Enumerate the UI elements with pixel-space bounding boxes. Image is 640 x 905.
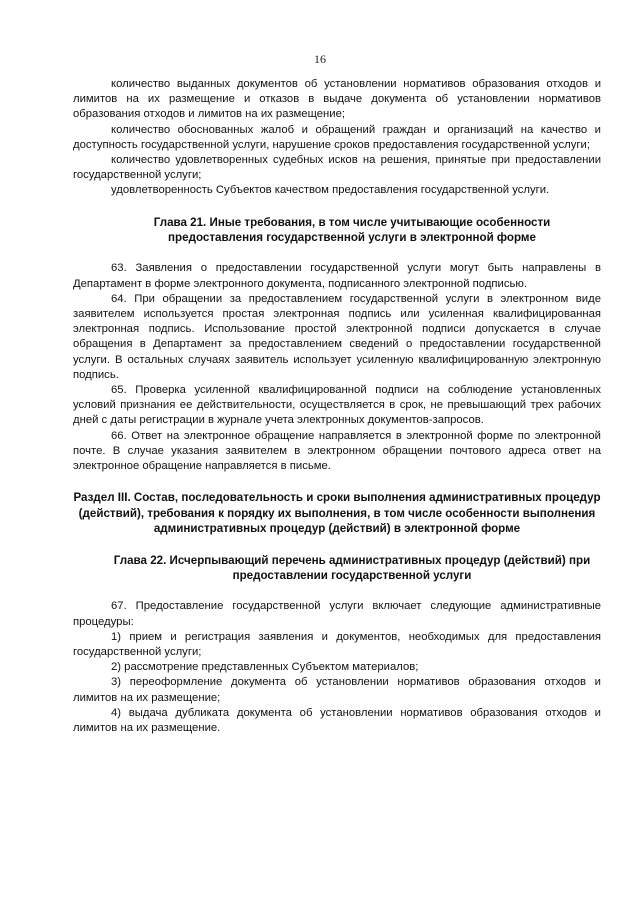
paragraph-63: 63. Заявления о предоставлении государственной услуги могут быть направлены в Департамент в форме электронного документа, подписанного электронной подписью. bbox=[73, 262, 601, 290]
list-item: 3) переоформление документа об установлении нормативов образования отходов и лимитов на их размещение; bbox=[73, 676, 601, 704]
section-3-heading: Раздел III. Состав, последовательность и сроки выполнения административных процедур (действий), требования к порядку их выполнения, в том числе особенности выполнения административных процедур (действий) в электронной форме bbox=[73, 491, 601, 536]
paragraph: удовлетворенность Субъектов качеством предоставления государственной услуги. bbox=[111, 184, 550, 197]
chapter-22-heading: Глава 22. Исчерпывающий перечень административных процедур (действий) при предоставлении государственной услуги bbox=[113, 553, 591, 582]
list-item: 1) прием и регистрация заявления и документов, необходимых для предоставления государственной услуги; bbox=[73, 630, 601, 658]
list-item: 2) рассмотрение представленных Субъектом материалов; bbox=[111, 661, 419, 674]
paragraph-66: 66. Ответ на электронное обращение направляется в электронной форме по электронной почте. В случае указания заявителем в электронном обращении почтового адреса ответ на электронное обращение направляется в письме. bbox=[73, 429, 601, 473]
list-item: 4) выдача дубликата документа об установлении нормативов образования отходов и лимитов на их размещение. bbox=[73, 706, 601, 734]
paragraph: количество удовлетворенных судебных исков на решения, принятые при предоставлении государственной услуги; bbox=[73, 154, 601, 182]
page-number: 16 bbox=[314, 52, 326, 66]
paragraph: количество обоснованных жалоб и обращений граждан и организаций на качество и доступность государственной услуги, нарушение сроков предоставления государственной услуги; bbox=[73, 123, 601, 151]
paragraph-65: 65. Проверка усиленной квалифицированной подписи на соблюдение установленных условий признания ее действительности, осуществляется в срок, не превышающий трех рабочих дней с даты регистрации в журнале учета электронных документов-запросов. bbox=[73, 384, 601, 427]
document-body bbox=[73, 77, 601, 736]
chapter-21-heading: Глава 21. Иные требования, в том числе учитывающие особенности предоставления государственной услуги в электронной форме bbox=[153, 215, 551, 245]
paragraph-67: 67. Предоставление государственной услуги включает следующие административные процедуры: bbox=[73, 600, 601, 628]
paragraph: количество выданных документов об установлении нормативов образования отходов и лимитов на их размещение и отказов в выдаче документа об установлении нормативов образования отходов и лимитов на их размещение; bbox=[73, 78, 601, 121]
paragraph-64: 64. При обращении за предоставлением государственной услуги в электронном виде заявителем используется простая электронная подпись или усиленная квалифицированная электронная подпись. Использование простой электронной подписи допускается в случае обращения в Департамент за предоставлением сведений о предоставлении государственной услуги. В остальных случаях заявитель использует усиленную квалифицированную электронную подпись. bbox=[73, 292, 601, 381]
